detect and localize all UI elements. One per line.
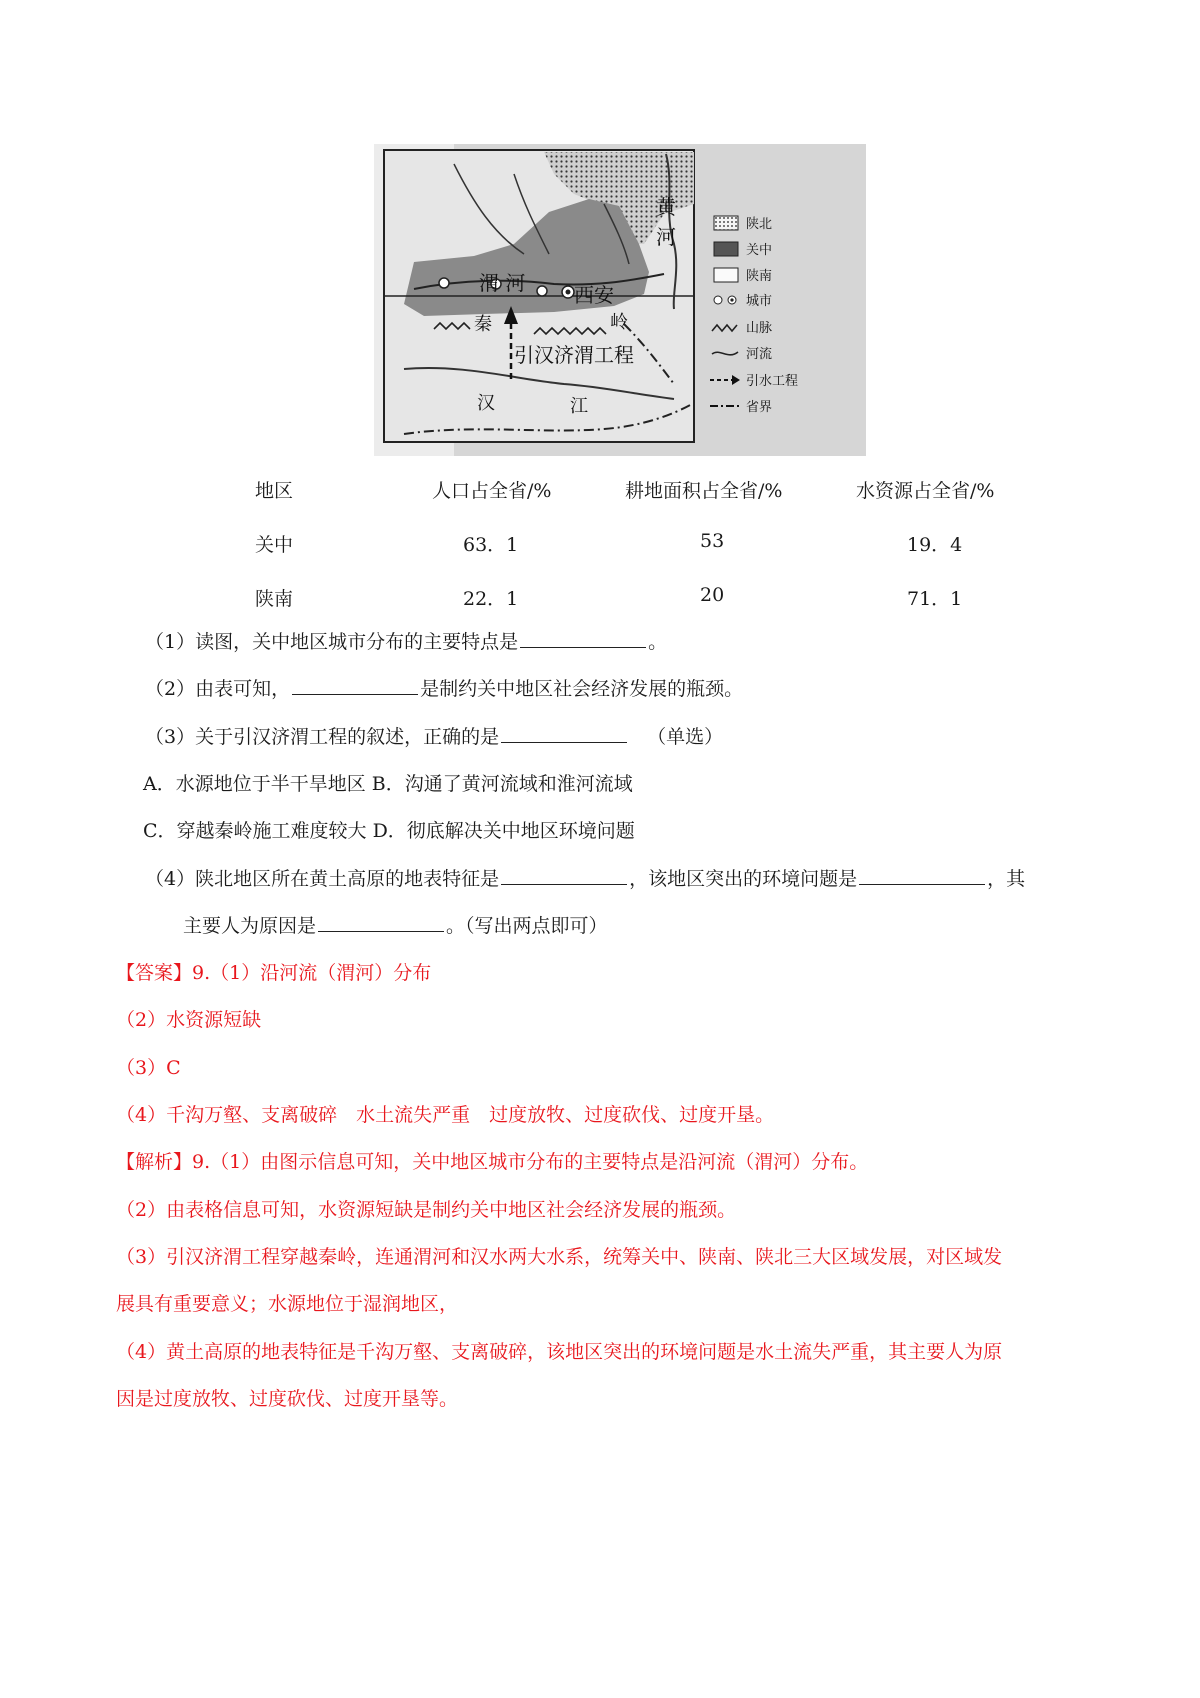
question-4-text: （4）陕北地区所在黄土高原的地表特征是 (145, 868, 500, 890)
table-row (0, 576, 1200, 630)
table-cell: 71．1 (907, 588, 963, 610)
question-3 (145, 724, 723, 750)
label-project: 引汉济渭工程 (514, 343, 634, 367)
table-header-row (0, 468, 1200, 522)
answer-blank (501, 724, 627, 743)
legend-label: 陕南 (746, 269, 773, 284)
question-1 (145, 629, 667, 655)
question-3-note: （单选） (647, 726, 724, 748)
answer-blank (859, 866, 985, 885)
answer-blank (318, 913, 444, 932)
answer-line-2: （2）水资源短缺 (116, 1009, 262, 1031)
table-cell: 陕南 (255, 588, 294, 610)
answer-line-4: （4）千沟万壑、支离破碎 水土流失严重 过度放牧、过度砍伐、过度开垦。 (116, 1104, 775, 1126)
table-header-cell: 耕地面积占全省/% (625, 480, 783, 502)
city-marker (537, 286, 547, 296)
label-han: 汉 (477, 393, 495, 414)
table-cell: 20 (700, 584, 725, 606)
question-2-text: （2）由表可知， (145, 678, 291, 700)
analysis-line-3b: 展具有重要意义；水源地位于湿润地区， (116, 1293, 459, 1315)
data-table (0, 468, 1200, 630)
answer-blank (520, 629, 646, 648)
table-header-cell: 人口占全省/% (432, 480, 552, 502)
legend-label: 城市 (746, 294, 773, 309)
label-xian: 西安 (574, 283, 614, 307)
question-3-options-cd: C．穿越秦岭施工难度较大 D．彻底解决关中地区环境问题 (143, 820, 635, 842)
table-cell: 19．4 (907, 534, 963, 556)
label-jiang: 江 (570, 396, 588, 417)
answer-line-3: （3）C (116, 1057, 181, 1079)
table-cell: 53 (700, 530, 725, 552)
answer-blank (292, 676, 418, 695)
question-1-text: （1）读图，关中地区城市分布的主要特点是 (145, 631, 519, 653)
map-svg (374, 144, 866, 456)
analysis-line-1: 【解析】9.（1）由图示信息可知，关中地区城市分布的主要特点是沿河流（渭河）分布。 (116, 1151, 869, 1173)
question-4-cont (183, 913, 608, 939)
table-cell: 关中 (255, 534, 294, 556)
table-header-cell: 水资源占全省/% (856, 480, 995, 502)
city-legend-icon (714, 296, 722, 304)
legend-swatch-shaanbei (714, 216, 738, 230)
shaanxi-map-figure (374, 144, 866, 456)
label-qin: 秦 (474, 314, 492, 335)
city-legend-dot (730, 298, 733, 301)
question-3-text: （3）关于引汉济渭工程的叙述，正确的是 (145, 726, 500, 748)
analysis-line-4b: 因是过度放牧、过度砍伐、过度开垦等。 (116, 1388, 459, 1410)
question-2-end: 是制约关中地区社会经济发展的瓶颈。 (420, 678, 744, 700)
question-4b-text: 主要人为原因是 (183, 915, 317, 937)
label-huang: 黄 (656, 195, 676, 219)
answer-line-1: 【答案】9.（1）沿河流（渭河）分布 (116, 962, 432, 984)
label-ling: 岭 (610, 312, 628, 333)
table-cell: 63．1 (463, 534, 519, 556)
legend-label: 山脉 (746, 321, 773, 336)
legend-label: 关中 (746, 243, 773, 258)
legend-swatch-shaannan (714, 268, 738, 282)
legend-label: 陕北 (746, 217, 773, 232)
label-he: 河 (656, 225, 676, 249)
xian-city-dot (566, 290, 571, 295)
label-weihe: 渭 河 (479, 271, 526, 295)
answer-blank (501, 866, 627, 885)
analysis-line-4a: （4）黄土高原的地表特征是千沟万壑、支离破碎，该地区突出的环境问题是水土流失严重，其主要人为原 (116, 1341, 1003, 1363)
analysis-line-2: （2）由表格信息可知，水资源短缺是制约关中地区社会经济发展的瓶颈。 (116, 1199, 737, 1221)
analysis-line-3a: （3）引汉济渭工程穿越秦岭，连通渭河和汉水两大水系，统筹关中、陕南、陕北三大区域发展，对区域发 (116, 1246, 1003, 1268)
legend-swatch-guanzhong (714, 242, 738, 256)
question-2 (145, 676, 743, 702)
question-4b-end: 。（写出两点即可） (446, 915, 608, 937)
legend-label: 河流 (746, 347, 773, 362)
legend-label: 省界 (746, 400, 773, 415)
table-header-cell: 地区 (255, 480, 294, 502)
table-row (0, 522, 1200, 576)
city-marker (439, 278, 449, 288)
question-4 (145, 866, 1025, 892)
question-4-end: ，其 (987, 868, 1026, 890)
question-4-mid: ，该地区突出的环境问题是 (629, 868, 858, 890)
question-3-options-ab: A．水源地位于半干旱地区 B．沟通了黄河流域和淮河流域 (143, 773, 633, 795)
table-cell: 22．1 (463, 588, 519, 610)
question-1-end: 。 (648, 631, 668, 653)
legend-label: 引水工程 (746, 374, 799, 389)
